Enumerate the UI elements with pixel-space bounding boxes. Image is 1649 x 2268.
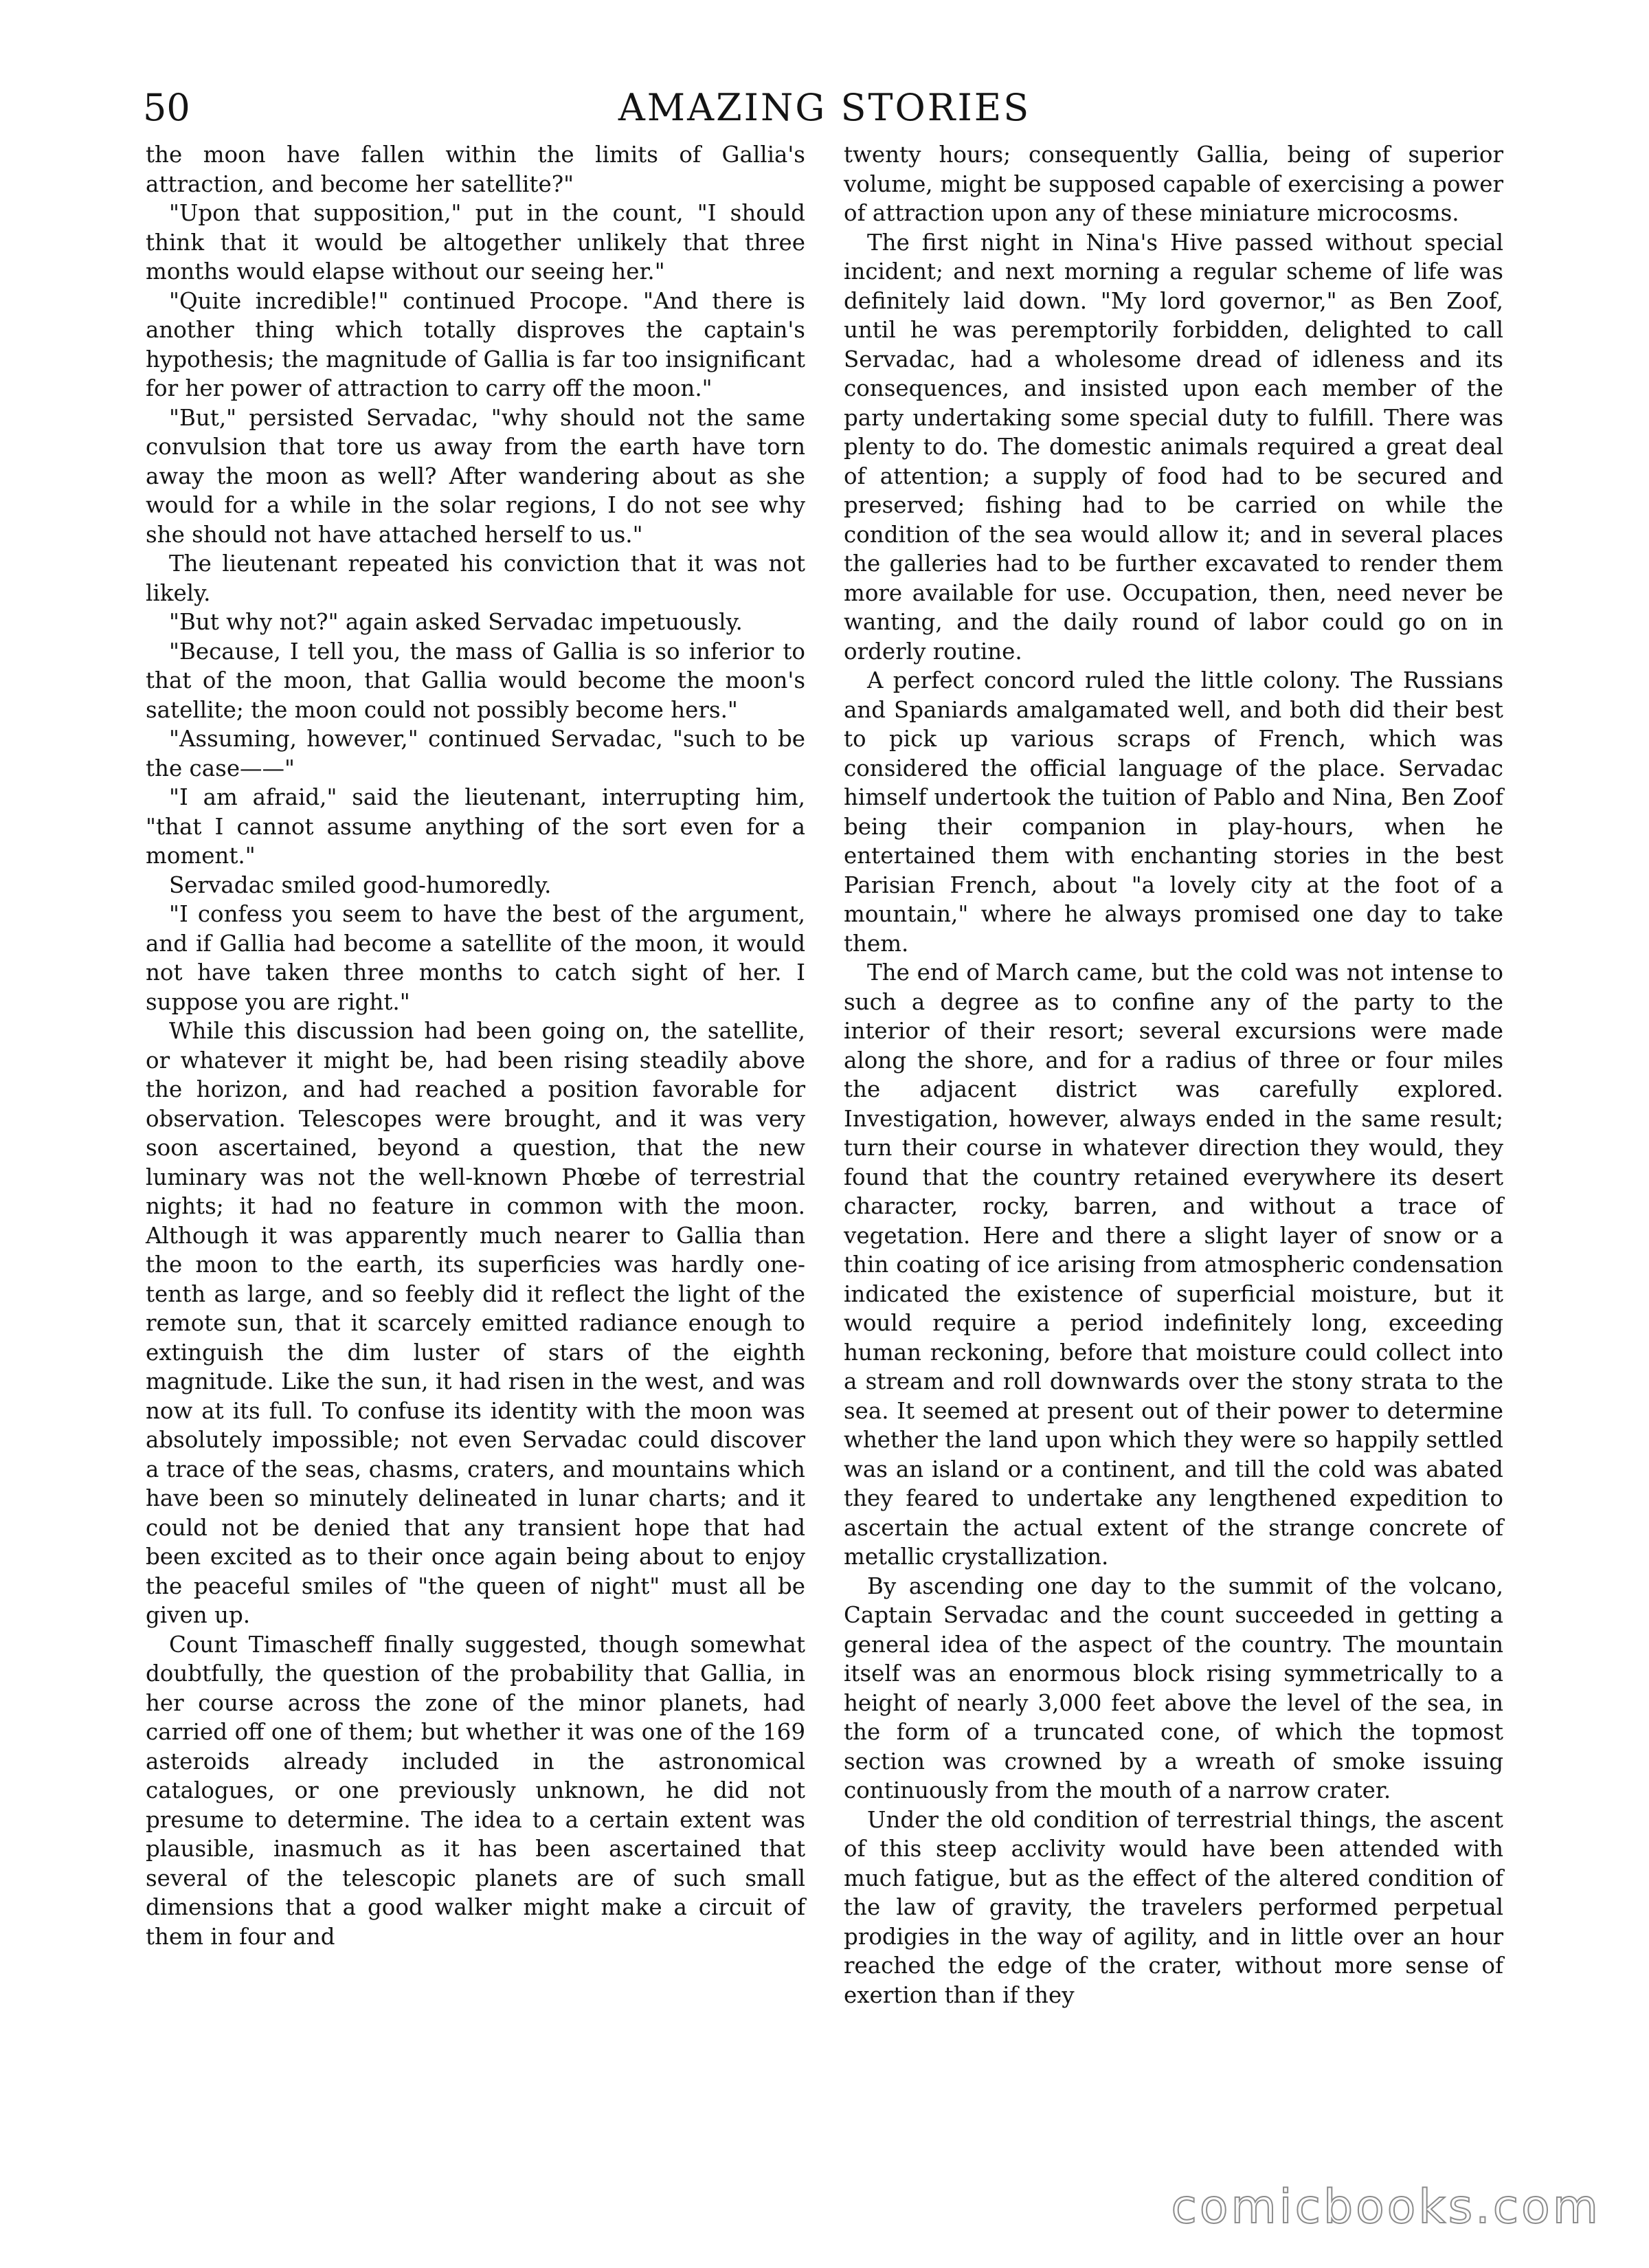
paragraph: "Assuming, however," continued Servadac, "such to be the case——" [146,726,805,781]
paragraph: "Quite incredible!" continued Procope. "And there is another thing which totally disproves the captain's hypothesis; the magnitude of Gallia is far too insignificant for her power of attraction to carry off the moon." [146,287,805,401]
paragraph: "I confess you seem to have the best of the argument, and if Gallia had become a satellite of the moon, it would not have taken three months to catch sight of her. I suppose you are right." [146,901,805,1015]
paragraph: Under the old condition of terrestrial things, the ascent of this steep acclivity would have been attended with much fatigue, but as the effect of the altered condition of the law of gravity, the travelers performed perpetual prodigies in the way of agility, and in little over an hour reached the edge of the crater, without more sense of exertion than if they [844,1806,1503,2008]
paragraph: The first night in Nina's Hive passed without special incident; and next morning a regular scheme of life was definitely laid down. "My lord governor," as Ben Zoof, until he was peremptorily forbidden, delighted to call Servadac, had a wholesome dread of idleness and its consequences, and insisted upon each member of the party undertaking some special duty to fulfill. There was plenty to do. The domestic animals required a great deal of attention; a supply of food had to be secured and preserved; fishing had to be carried on while the condition of the sea would allow it; and in several places the galleries had to be further excavated to render them more available for use. Occupation, then, need never be wanting, and the daily round of labor could go on in orderly routine. [844,229,1503,665]
paragraph: twenty hours; consequently Gallia, being of superior volume, might be supposed capable of exercising a power of attraction upon any of these miniature microcosms. [844,142,1503,226]
paragraph: the moon have fallen within the limits of Gallia's attraction, and become her satellite?" [146,142,805,197]
paragraph: "But why not?" again asked Servadac impetuously. [169,609,743,635]
watermark: comicbooks.com [1171,2180,1601,2234]
right-column [844,140,1503,2010]
paragraph: "Because, I tell you, the mass of Gallia is so inferior to that of the moon, that Gallia would become the moon's satellite; the moon could not possibly become hers." [146,638,805,723]
paragraph: Servadac smiled good-humoredly. [169,871,552,898]
paragraph: Count Timascheff finally suggested, though somewhat doubtfully, the question of the probability that Gallia, in her course across the zone of the minor planets, had carried off one of them; but whether it was one of the 169 asteroids already included in the astronomical catalogues, or one previously unknown, he did not presume to determine. The idea to a certain extent was plausible, inasmuch as it has been ascertained that several of the telescopic planets are of such small dimensions that a good walker might make a circuit of them in four and [146,1631,805,1950]
paragraph: While this discussion had been going on, the satellite, or whatever it might be, had been rising steadily above the horizon, and had reached a position favorable for observation. Telescopes were brought, and it was very soon ascertained, beyond a question, that the new luminary was not the well-known Phœbe of terrestrial nights; it had no feature in common with the moon. Although it was apparently much nearer to Gallia than the moon to the earth, its superficies was hardly one-tenth as large, and so feebly did it reflect the light of the remote sun, that it scarcely emitted radiance enough to extinguish the dim luster of stars of the eighth magnitude. Like the sun, it had risen in the west, and was now at its full. To confuse its identity with the moon was absolutely impossible; not even Servadac could discover a trace of the seas, chasms, craters, and mountains which have been so minutely delineated in lunar charts; and it could not be denied that any transient hope that had been excited as to their once again being about to enjoy the peaceful smiles of "the queen of night" must all be given up. [146,1018,805,1628]
paragraph: "But," persisted Servadac, "why should not the same convulsion that tore us away from the earth have torn away the moon as well? After wandering about as she would for a while in the solar regions, I do not see why she should not have attached herself to us." [146,404,805,548]
paragraph: "Upon that supposition," put in the count, "I should think that it would be altogether unlikely that three months would elapse without our seeing her." [146,200,805,285]
paragraph: The end of March came, but the cold was not intense to such a degree as to confine any of the party to the interior of their resort; several excursions were made along the shore, and for a radius of three or four miles the adjacent district was carefully explored. Investigation, however, always ended in the same result; turn their course in whatever direction they would, they found that the country retained everywhere its desert character, rocky, barren, and without a trace of vegetation. Here and there a slight layer of snow or a thin coating of ice arising from atmospheric condensation indicated the existence of superficial moisture, but it would require a period indefinitely long, exceeding human reckoning, before that moisture could collect into a stream and roll downwards over the stony strata to the sea. It seemed at present out of their power to determine whether the land upon which they were so happily settled was an island or a continent, and till the cold was abated they feared to undertake any lengthened expedition to ascertain the actual extent of the strange concrete of metallic crystallization. [844,959,1503,1570]
magazine-title: AMAZING STORIES [618,86,1031,129]
paragraph: "I am afraid," said the lieutenant, interrupting him, "that I cannot assume anything of the sort even for a moment." [146,784,805,869]
left-column [146,140,805,1951]
paragraph: A perfect concord ruled the little colony. The Russians and Spaniards amalgamated well, and both did their best to pick up various scraps of French, which was considered the official language of the place. Servadac himself undertook the tuition of Pablo and Nina, Ben Zoof being their companion in play-hours, when he entertained them with enchanting stories in the best Parisian French, about "a lovely city at the foot of a mountain," where he always promised one day to take them. [844,667,1503,957]
paragraph: The lieutenant repeated his conviction that it was not likely. [146,551,805,606]
paragraph: By ascending one day to the summit of the volcano, Captain Servadac and the count succeeded in getting a general idea of the aspect of the country. The mountain itself was an enormous block rising symmetrically to a height of nearly 3,000 feet above the level of the sea, in the form of a truncated cone, of which the topmost section was crowned by a wreath of smoke issuing continuously from the mouth of a narrow crater. [844,1572,1503,1803]
page-number: 50 [143,86,190,129]
